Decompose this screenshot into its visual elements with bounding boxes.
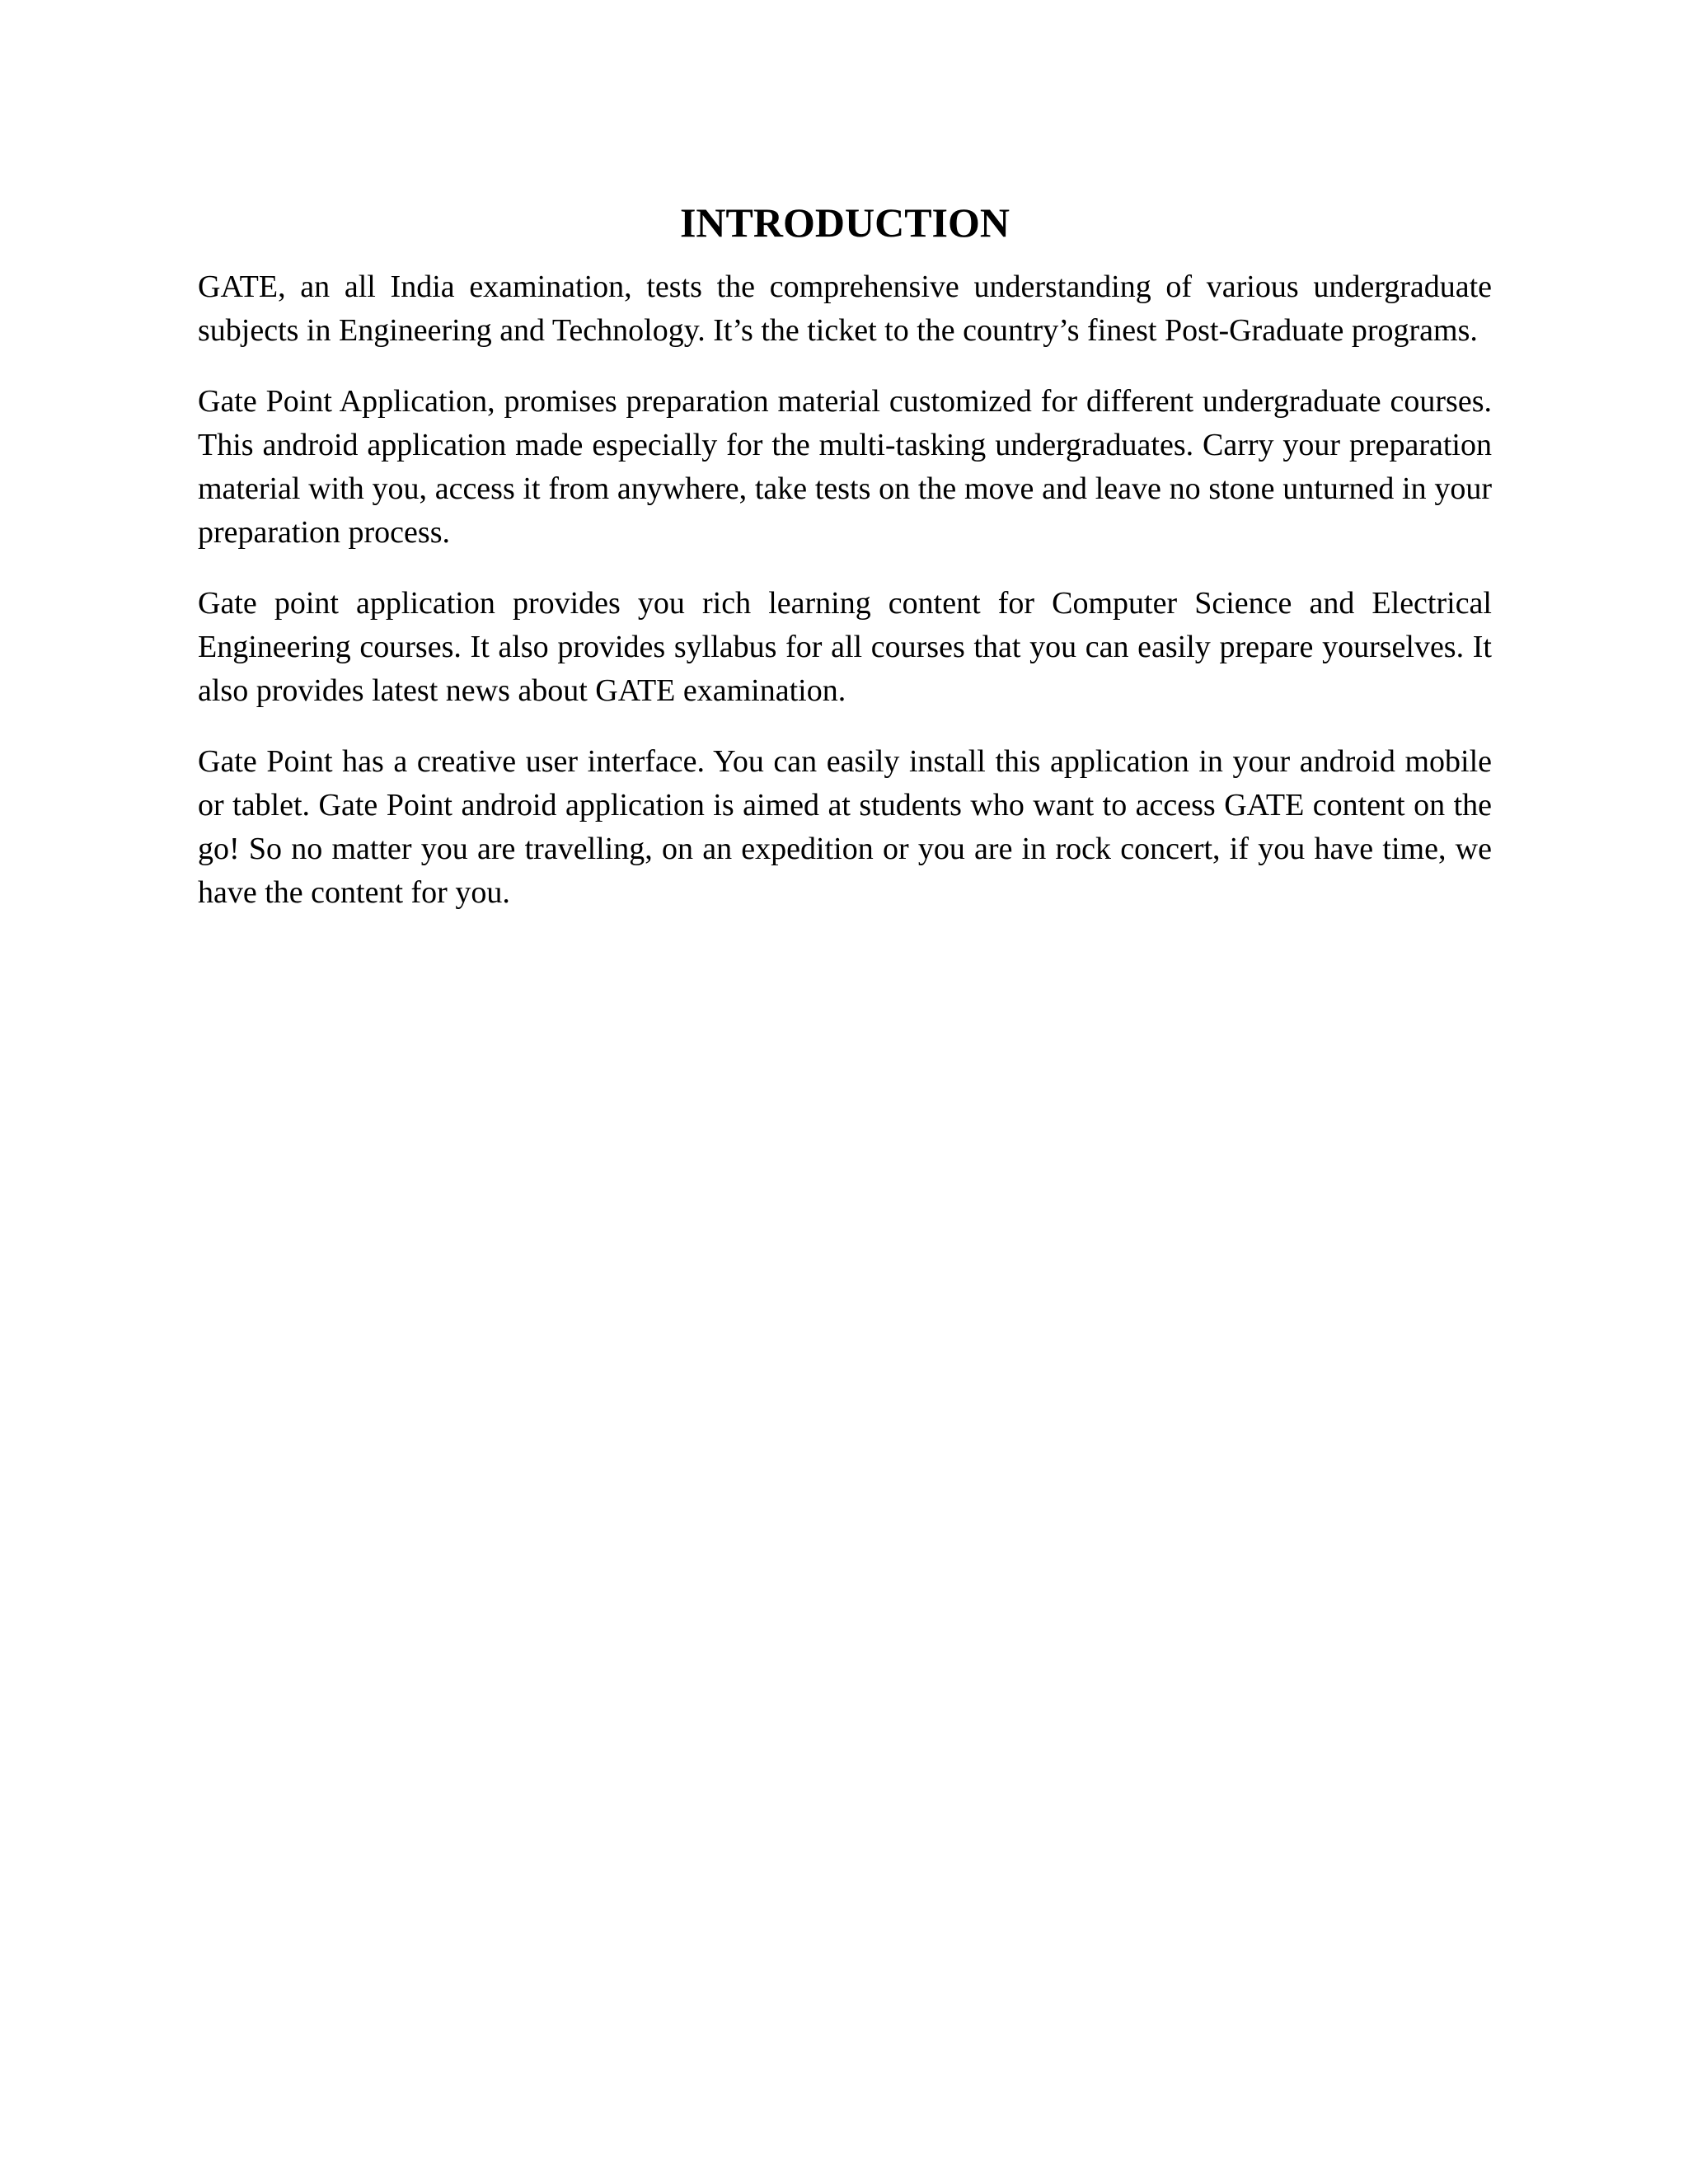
paragraph-user-interface: Gate Point has a creative user interface. You can easily install this application in your android mobile or tablet. Gate Point android application is aimed at students who want to access GATE content on the go! So no matter you are travelling, on an expedition or you are in rock concert, if you have time, we have the content for you. — [198, 744, 1492, 910]
paragraph-app-promise: Gate Point Application, promises preparation material customized for different undergraduate courses. This android application made especially for the multi-tasking undergraduates. Carry your preparation material with you, access it from anywhere, take tests on the move and leave no stone unturned in your preparation process. — [198, 384, 1492, 550]
page-title: INTRODUCTION — [679, 199, 1010, 246]
paragraph-gate-overview: GATE, an all India examination, tests the comprehensive understanding of various undergraduate subjects in Engineering and Technology. It’s the ticket to the country’s finest Post-Graduate programs. — [198, 269, 1492, 348]
paragraph-content-offering: Gate point application provides you rich learning content for Computer Science and Electrical Engineering courses. It also provides syllabus for all courses that you can easily prepare yourselves. It also provides latest news about GATE examination. — [198, 586, 1492, 708]
document-page — [198, 198, 1492, 942]
